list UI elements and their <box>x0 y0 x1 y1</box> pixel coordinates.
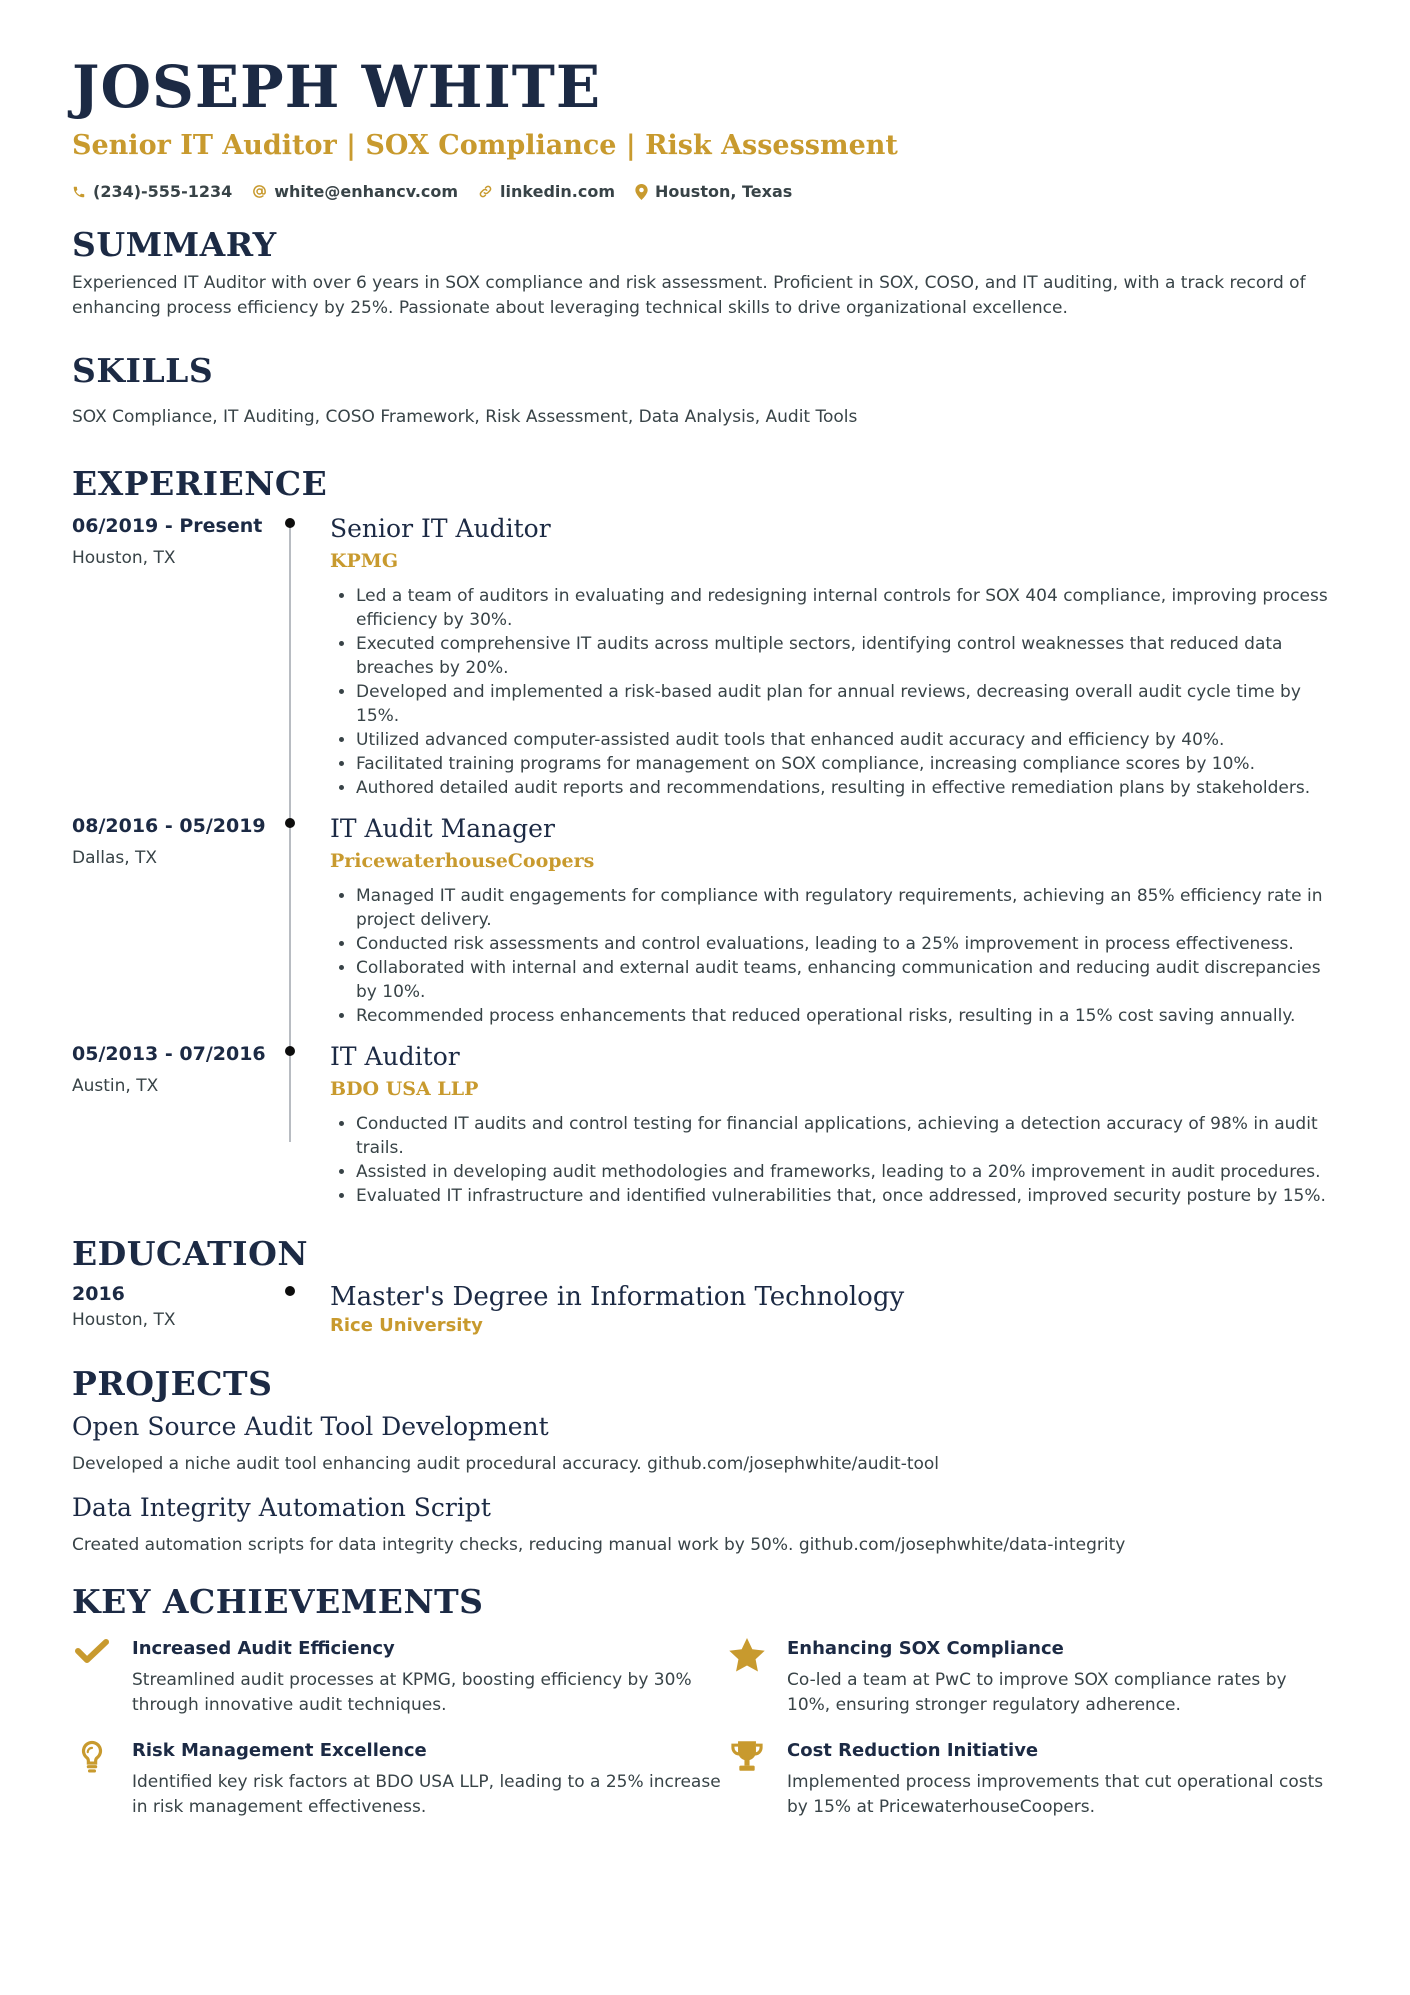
link-icon <box>478 184 493 199</box>
summary-heading: SUMMARY <box>72 225 277 264</box>
education-heading: EDUCATION <box>72 1234 309 1273</box>
phone-icon <box>72 185 86 199</box>
timeline-dot <box>285 1286 295 1296</box>
experience-location: Houston, TX <box>72 548 176 568</box>
timeline-dot <box>285 1046 295 1056</box>
achievement-desc: Co-led a team at PwC to improve SOX compliance rates by 10%, ensuring stronger regulatory adherence. <box>787 1670 1287 1715</box>
achievement-title: Enhancing SOX Compliance <box>787 1638 1064 1659</box>
experience-bullet: • Conducted risk assessments and control evaluations, leading to a 25% improvement in process effectiveness. <box>356 932 1338 956</box>
candidate-name: JOSEPH WHITE <box>72 53 602 121</box>
experience-role: IT Audit Manager <box>330 814 555 843</box>
experience-entry <box>72 1040 1338 1208</box>
project-desc: Developed a niche audit tool enhancing audit procedural accuracy. github.com/josephwhite/audit-tool <box>72 1454 940 1474</box>
experience-location: Dallas, TX <box>72 848 158 868</box>
projects-section <box>72 1364 1338 1558</box>
experience-bullet: • Collaborated with internal and external audit teams, enhancing communication and reducing audit discrepancies by 10%. <box>356 956 1338 1004</box>
contact-linkedin[interactable] <box>478 182 615 201</box>
location-text: Houston, Texas <box>655 182 793 201</box>
project-title: Data Integrity Automation Script <box>72 1493 491 1522</box>
experience-bullet: • Managed IT audit engagements for compliance with regulatory requirements, achieving an 85% efficiency rate in project delivery. <box>356 884 1338 932</box>
lightbulb-icon <box>79 1740 105 1774</box>
experience-bullet: • Led a team of auditors in evaluating and redesigning internal controls for SOX 404 compliance, improving process efficiency by 30%. <box>356 584 1338 632</box>
experience-bullet: • Facilitated training programs for management on SOX compliance, increasing compliance scores by 10%. <box>356 752 1338 776</box>
candidate-title: Senior IT Auditor | SOX Compliance | Risk Assessment <box>72 130 898 161</box>
linkedin-text: linkedin.com <box>500 182 616 201</box>
experience-date: 06/2019 - Present <box>72 515 263 537</box>
summary-section <box>72 225 1338 321</box>
achievement-title: Cost Reduction Initiative <box>787 1740 1039 1761</box>
experience-bullets <box>330 884 1338 1028</box>
experience-bullet: • Authored detailed audit reports and recommendations, resulting in effective remediation plans by stakeholders. <box>356 776 1338 800</box>
contact-location <box>635 182 792 201</box>
timeline-dot <box>285 518 295 528</box>
achievement-item <box>727 1636 1327 1718</box>
project-desc: Created automation scripts for data integrity checks, reducing manual work by 50%. github.com/josephwhite/data-integrity <box>72 1535 1126 1555</box>
achievement-item <box>727 1738 1327 1820</box>
achievements-section <box>72 1582 1338 1820</box>
education-degree: Master's Degree in Information Technology <box>330 1282 905 1312</box>
experience-bullet: • Developed and implemented a risk-based audit plan for annual reviews, decreasing overall audit cycle time by 15%. <box>356 680 1338 728</box>
skills-text: SOX Compliance, IT Auditing, COSO Framework, Risk Assessment, Data Analysis, Audit Tools <box>72 407 858 427</box>
experience-company: PricewaterhouseCoopers <box>330 850 595 872</box>
experience-bullet: • Recommended process enhancements that reduced operational risks, resulting in a 15% cost saving annually. <box>356 1004 1338 1028</box>
education-section <box>72 1234 1338 1338</box>
experience-date: 05/2013 - 07/2016 <box>72 1043 266 1065</box>
experience-company: KPMG <box>330 550 399 572</box>
contact-bar <box>72 182 1338 201</box>
achievement-desc: Implemented process improvements that cut operational costs by 15% at PricewaterhouseCoopers. <box>787 1772 1324 1817</box>
experience-location: Austin, TX <box>72 1076 159 1096</box>
at-icon <box>252 184 267 199</box>
experience-bullet: • Assisted in developing audit methodologies and frameworks, leading to a 20% improvement in audit procedures. <box>356 1160 1338 1184</box>
experience-role: Senior IT Auditor <box>330 514 551 543</box>
email-text: white@enhancv.com <box>274 182 459 201</box>
experience-bullets <box>330 584 1338 800</box>
map-pin-icon <box>635 184 648 200</box>
experience-entry <box>72 812 1338 1028</box>
contact-phone[interactable] <box>72 182 232 201</box>
education-location: Houston, TX <box>72 1310 176 1330</box>
contact-email[interactable] <box>252 182 458 201</box>
skills-heading: SKILLS <box>72 351 214 390</box>
experience-bullets <box>330 1112 1338 1208</box>
experience-timeline <box>72 512 1338 1208</box>
experience-section <box>72 464 1338 1208</box>
experience-role: IT Auditor <box>330 1042 460 1071</box>
education-year: 2016 <box>72 1283 125 1305</box>
achievements-heading: KEY ACHIEVEMENTS <box>72 1582 484 1621</box>
achievement-desc: Identified key risk factors at BDO USA LLP, leading to a 25% increase in risk management effectiveness. <box>132 1772 721 1817</box>
achievement-title: Increased Audit Efficiency <box>132 1638 395 1659</box>
summary-text: Experienced IT Auditor with over 6 years in SOX compliance and risk assessment. Proficient in SOX, COSO, and IT auditing, with a track record of enhancing process efficiency by 25%. Passionate about leveraging technical skills to drive organizational excellence. <box>72 273 1306 318</box>
experience-heading: EXPERIENCE <box>72 464 328 503</box>
project-title: Open Source Audit Tool Development <box>72 1412 549 1441</box>
experience-company: BDO USA LLP <box>330 1078 479 1100</box>
project-item <box>72 1491 1338 1558</box>
project-item <box>72 1410 1338 1477</box>
skills-section <box>72 351 1338 430</box>
experience-bullet: • Utilized advanced computer-assisted audit tools that enhanced audit accuracy and efficiency by 40%. <box>356 728 1338 752</box>
experience-date: 08/2016 - 05/2019 <box>72 815 266 837</box>
achievement-item <box>72 1636 727 1718</box>
timeline-dot <box>285 818 295 828</box>
projects-heading: PROJECTS <box>72 1364 273 1403</box>
achievement-title: Risk Management Excellence <box>132 1740 427 1761</box>
star-icon <box>729 1638 765 1672</box>
experience-bullet: • Executed comprehensive IT audits across multiple sectors, identifying control weaknesses that reduced data breaches by 20%. <box>356 632 1338 680</box>
achievement-item <box>72 1738 727 1820</box>
achievement-desc: Streamlined audit processes at KPMG, boosting efficiency by 30% through innovative audit techniques. <box>132 1670 692 1715</box>
education-entry <box>72 1280 1338 1338</box>
experience-entry <box>72 512 1338 800</box>
education-school: Rice University <box>330 1315 483 1336</box>
experience-bullet: • Conducted IT audits and control testing for financial applications, achieving a detection accuracy of 98% in audit trails. <box>356 1112 1338 1160</box>
check-icon <box>75 1638 109 1664</box>
achievements-grid <box>72 1636 1338 1820</box>
trophy-icon <box>729 1740 765 1772</box>
experience-bullet: • Evaluated IT infrastructure and identified vulnerabilities that, once addressed, improved security posture by 15%. <box>356 1184 1338 1208</box>
phone-text: (234)-555-1234 <box>93 182 233 201</box>
